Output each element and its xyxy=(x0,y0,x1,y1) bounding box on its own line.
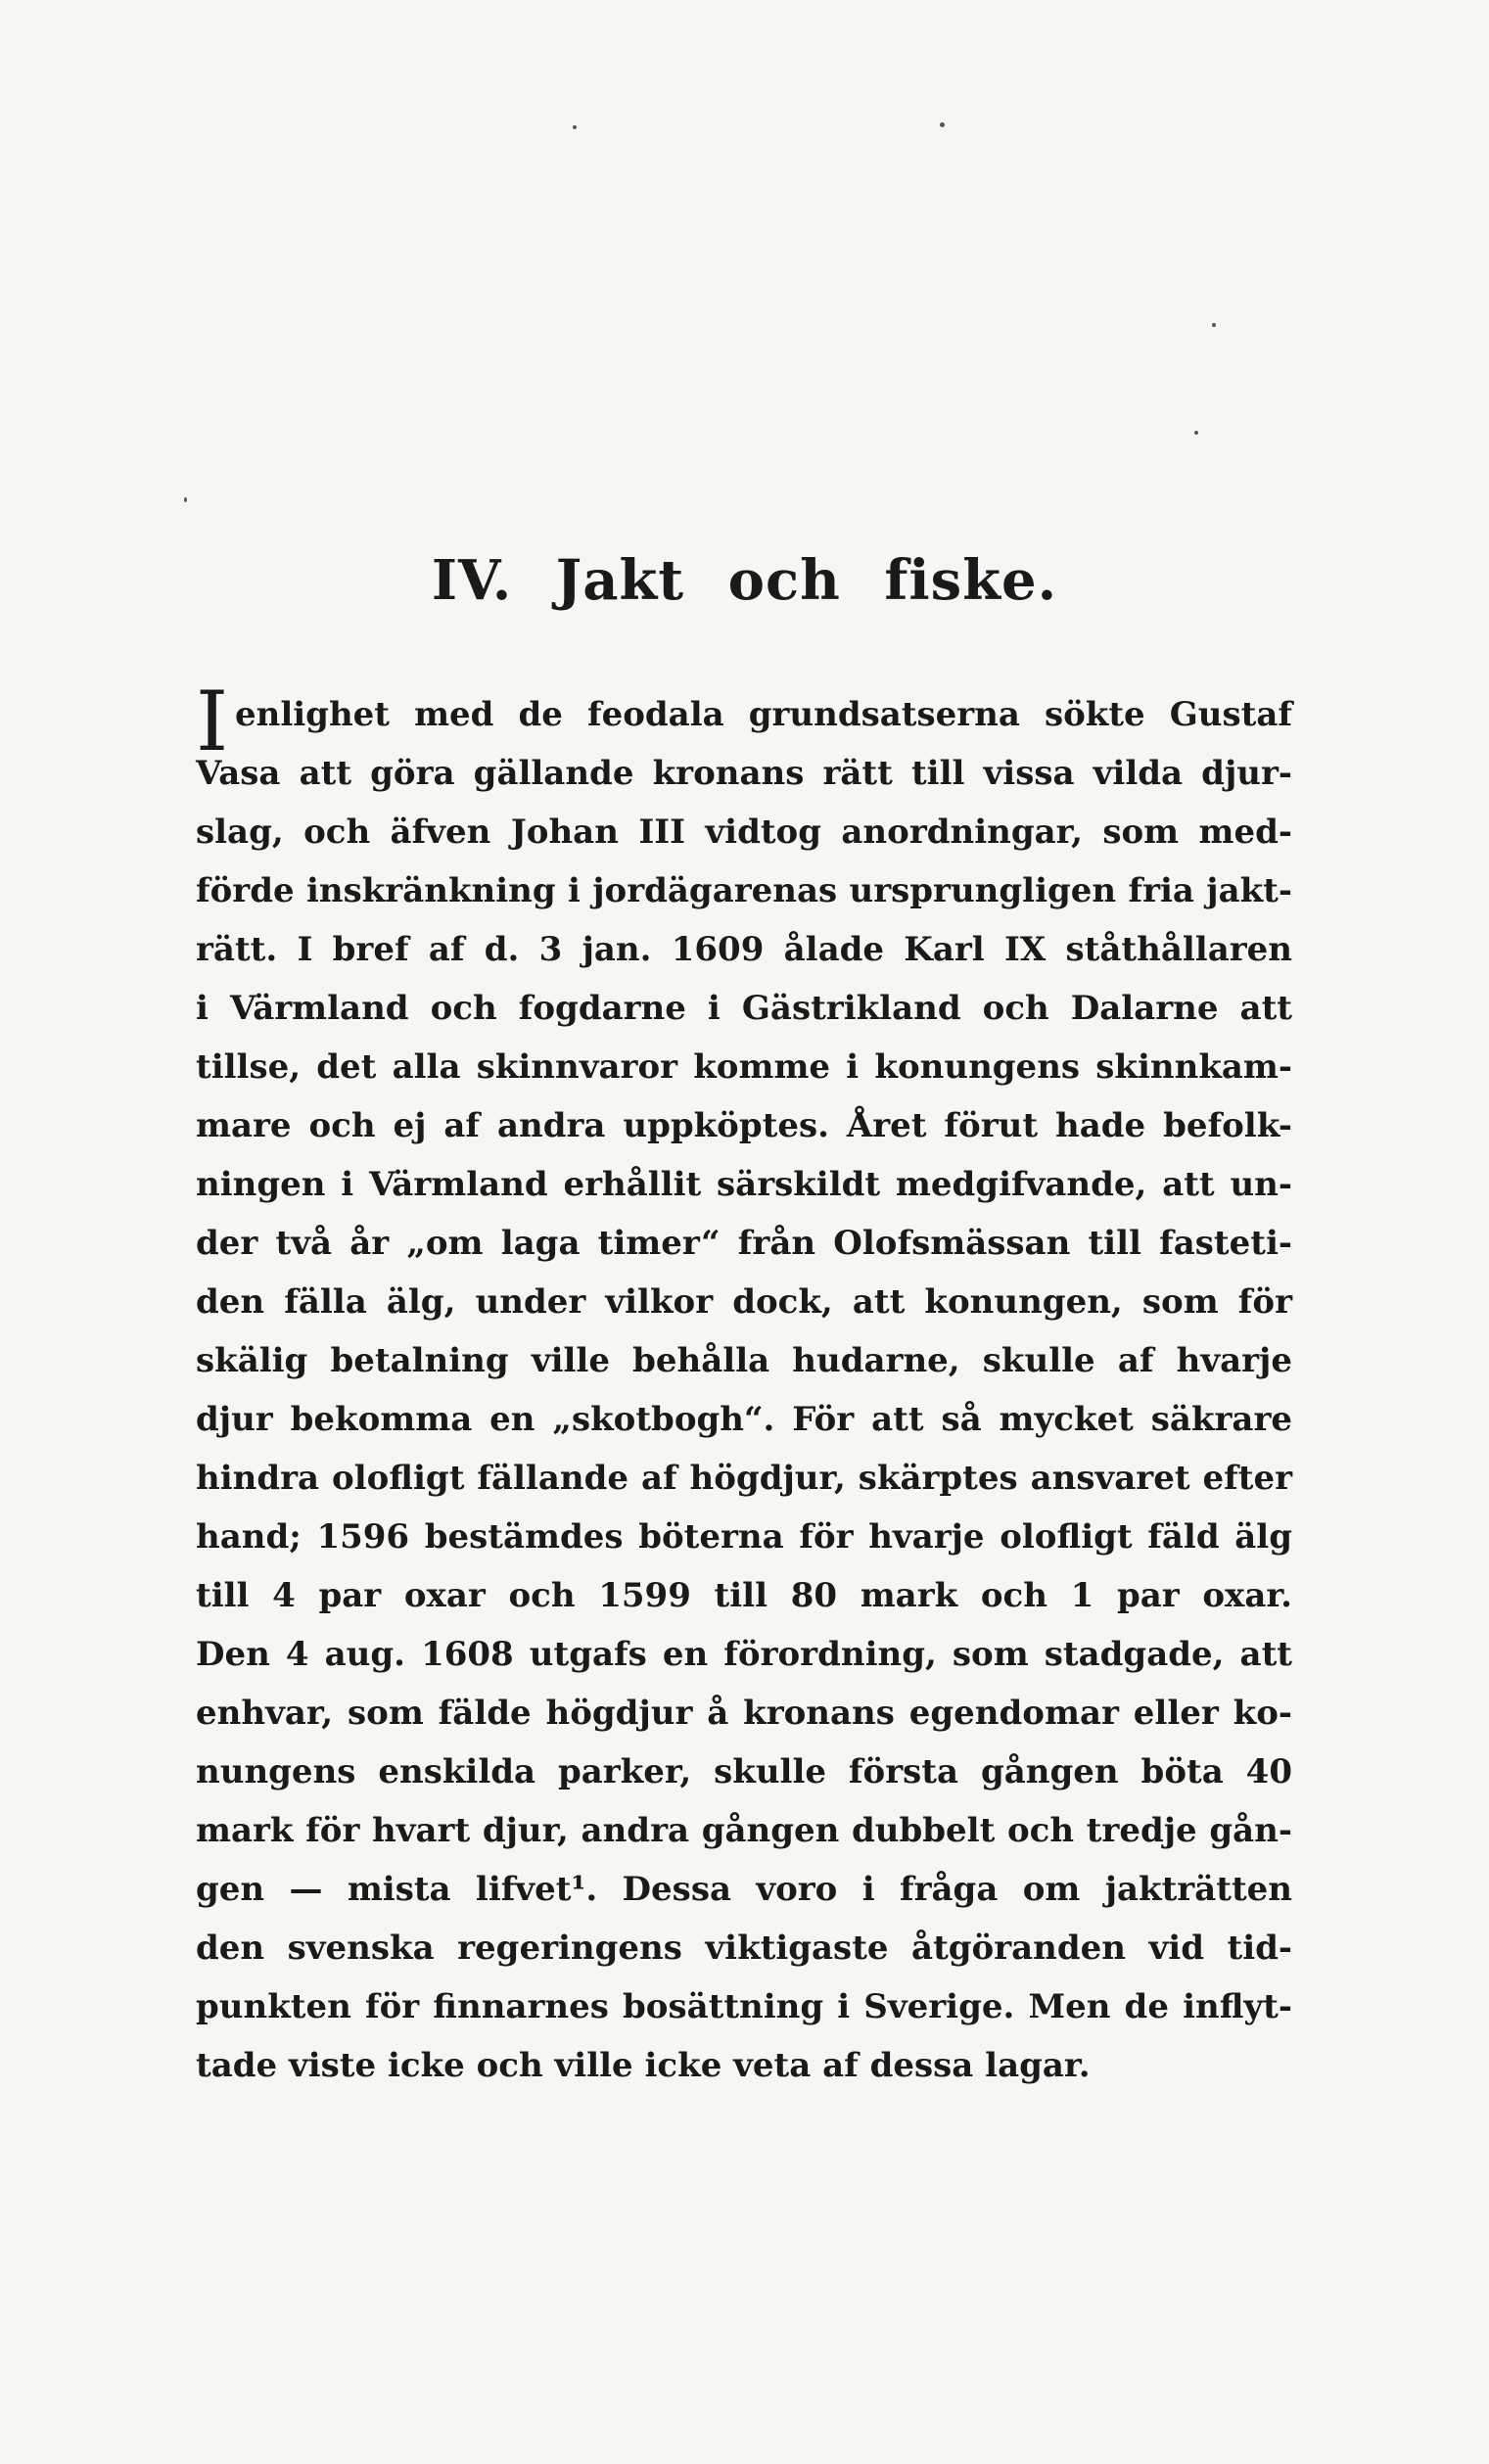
drop-cap: I xyxy=(196,674,229,769)
text-line: djur bekomma en „skotbogh“. För att så mycket säkrare xyxy=(196,1400,1292,1439)
scan-speck xyxy=(1212,323,1216,327)
text-line: tade viste icke och ville icke veta af dessa lagar. xyxy=(196,2046,1091,2085)
text-line: rätt. I bref af d. 3 jan. 1609 ålade Karl IX ståthållaren xyxy=(196,930,1292,969)
text-line: i Värmland och fogdarne i Gästrikland och Dalarne att xyxy=(196,989,1292,1028)
text-line: Vasa att göra gällande kronans rätt till vissa vilda djur- xyxy=(196,754,1292,793)
body-paragraph xyxy=(196,685,1292,2095)
text-line: slag, och äfven Johan III vidtog anordningar, som med- xyxy=(196,813,1292,852)
text-line: enlighet med de feodala grundsatserna sökte Gustaf xyxy=(235,695,1292,734)
text-line: der två år „om laga timer“ från Olofsmässan till fasteti- xyxy=(196,1224,1292,1263)
text-line: nungens enskilda parker, skulle första gången böta 40 xyxy=(196,1752,1292,1791)
text-line: förde inskränkning i jordägarenas ursprungligen fria jakt- xyxy=(196,871,1292,910)
text-line: mark för hvart djur, andra gången dubbelt och tredje gån- xyxy=(196,1811,1292,1850)
text-line: skälig betalning ville behålla hudarne, skulle af hvarje xyxy=(196,1341,1292,1380)
scan-speck xyxy=(573,125,577,129)
text-line: hand; 1596 bestämdes böterna för hvarje olofligt fäld älg xyxy=(196,1517,1292,1557)
chapter-heading: IV. Jakt och fiske. xyxy=(431,548,1058,613)
text-line: gen — mista lifvet¹. Dessa voro i fråga om jakträtten xyxy=(196,1870,1292,1909)
text-line: mare och ej af andra uppköptes. Året förut hade befolk- xyxy=(196,1106,1292,1145)
text-line: den fälla älg, under vilkor dock, att konungen, som för xyxy=(196,1282,1292,1322)
text-line: ningen i Värmland erhållit särskildt medgifvande, att un- xyxy=(196,1165,1292,1204)
scan-speck xyxy=(940,122,945,127)
text-line: hindra olofligt fällande af högdjur, skärptes ansvaret efter xyxy=(196,1459,1292,1498)
text-line: Den 4 aug. 1608 utgafs en förordning, som stadgade, att xyxy=(196,1635,1292,1674)
text-line: enhvar, som fälde högdjur å kronans egendomar eller ko- xyxy=(196,1694,1292,1733)
text-line: den svenska regeringens viktigaste åtgöranden vid tid- xyxy=(196,1929,1292,1968)
text-line: tillse, det alla skinnvaror komme i konungens skinnkam- xyxy=(196,1047,1292,1087)
text-line: punkten för finnarnes bosättning i Sverige. Men de inflyt- xyxy=(196,1987,1292,2026)
text-line: till 4 par oxar och 1599 till 80 mark och 1 par oxar. xyxy=(196,1576,1292,1615)
scan-speck xyxy=(184,497,187,502)
scan-speck xyxy=(1194,431,1198,435)
